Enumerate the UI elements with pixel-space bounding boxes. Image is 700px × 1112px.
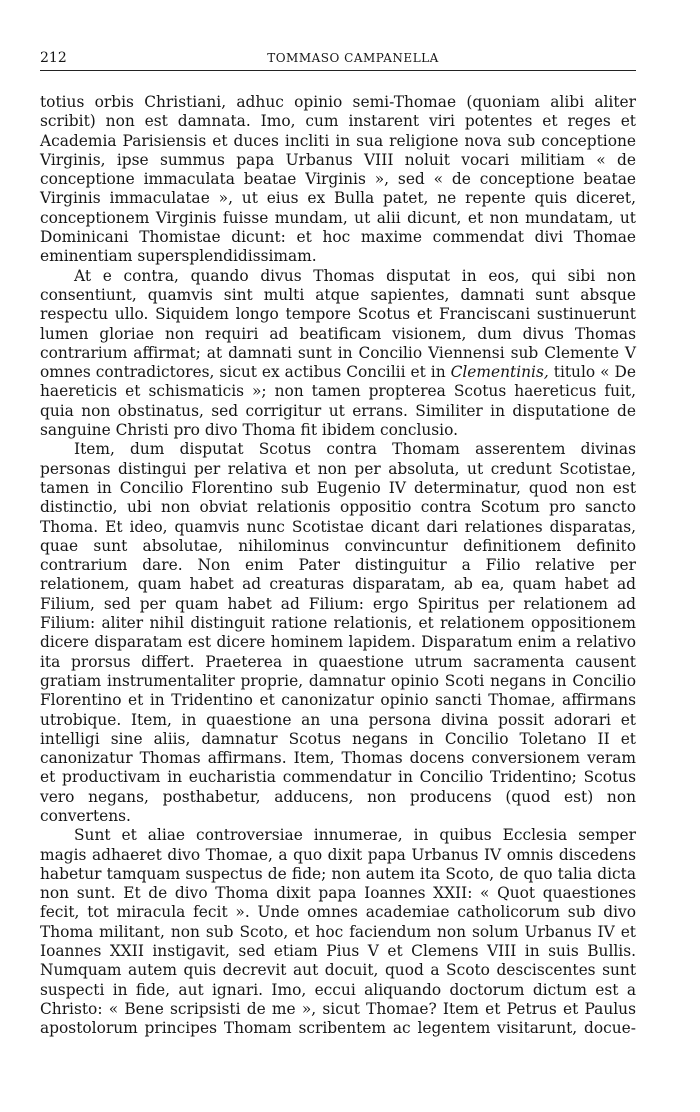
paragraph-3: Item, dum disputat Scotus contra Thomam asserentem divinas personas distingui per relativa et non per absoluta, ut credunt Scotistae, tamen in Concilio Florentino sub Eugenio IV determinatur, quod non est distinctio, ubi non obviat relationis oppositio contra Scotum pro sancto Thoma. Et ideo, quamvis nunc Scotistae dicant dari relationes disparatas, quae sunt absolutae, nihilominus convincuntur definitionem definito contrarium dare. Non enim Pater distinguitur a Filio relative per relationem, quam habet ad creaturas disparatam, ab ea, quam habet ad Filium, sed per quam habet ad Filium: ergo Spiritus per relationem ad Filium: aliter nihil distinguit ratione relationis, et relationem oppositionem dicere disparatam est dicere hominem lapidem. Disparatum enim a relativo ita prorsus differt. Praeterea in quaestione utrum sacramenta causent gratiam instrumentaliter proprie, damnatur opinio Scoti negans in Concilio Florentino et in Tridentino et canonizatur opinio sancti Thomae, affirmans utrobique. Item, in quaestione an una persona divina possit adorari et intelligi sine aliis, damnatur Scotus negans in Concilio Toletano II et canonizatur Thomas affirmans. Item, Thomas docens conversionem veram et productivam in eucharistia commendatur in Concilio Tridentino; Scotus vero negans, posthabetur, adducens, non producens (quod est) non convertens. — [40, 440, 636, 825]
paragraph-2-text-b: titulo « De haereticis et schismaticis »; non tamen propterea Scotus haereticus fuit, quia non obstinatus, sed corrigitur ut errans. Similiter in disputatione de sanguine Christi pro divo Thoma fit ibidem conclusio. — [40, 363, 636, 440]
page-number: 212 — [40, 50, 67, 66]
paragraph-2-text-a: At e contra, quando divus Thomas disputat in eos, qui sibi non consentiunt, quamvis sint multi atque sapientes, damnati sunt absque respectu ullo. Siquidem longo tempore Scotus et Franciscani sustinuerunt lumen gloriae non requiri ad beatificam visionem, dum divus Thomas contrarium affirmat; at damnati sunt in Concilio Viennensi sub Clemente V omnes contradictores, sicut ex actibus Concilii et in — [40, 266, 636, 382]
page-header — [40, 50, 636, 71]
paragraph-2 — [40, 267, 636, 441]
paragraph-1: totius orbis Christiani, adhuc opinio semi-Thomae (quoniam alibi aliter scribit) non est damnata. Imo, cum instarent viri potentes et reges et Academia Parisiensis et duces incliti in sua religione nova sub conceptione Virginis, ipse summus papa Urbanus VIII noluit vocari militiam « de conceptione immaculata beatae Virginis », sed « de conceptione beatae Virginis immaculatae », ut eius ex Bulla patet, ne repente quis diceret, conceptionem Virginis fuisse mundam, ut alii dicunt, et non mundatam, ut Dominicani Thomistae dicunt: et hoc maxime commendat divi Thomae eminentiam supersplendidissimam. — [40, 93, 636, 266]
body-text — [40, 93, 636, 1039]
paragraph-2-italic-title: Clementinis, — [450, 363, 549, 382]
paragraph-4: Sunt et aliae controversiae innumerae, in quibus Ecclesia semper magis adhaeret divo Thomae, a quo dixit papa Urbanus IV omnis discedens habetur tamquam suspectus de fide; non autem ita Scoto, de quo talia dicta non sunt. Et de divo Thoma dixit papa Ioannes XXII: « Quot quaestiones fecit, tot miracula fecit ». Unde omnes academiae catholicorum sub divo Thoma militant, non sub Scoto, et hoc faciendum non solum Urbanus IV et Ioannes XXII instigavit, sed etiam Pius V et Clemens VIII in suis Bullis. Numquam autem quis decrevit aut docuit, quod a Scoto desciscentes sunt suspecti in fide, aut ignari. Imo, eccui aliquando doctorum dictum est a Christo: « Bene scripsisti de me », sicut Thomae? Item et Petrus et Paulus apostolorum principes Thomam scribentem ac legentem visitarunt, docue- — [40, 826, 636, 1038]
running-head: TOMMASO CAMPANELLA — [267, 51, 439, 65]
